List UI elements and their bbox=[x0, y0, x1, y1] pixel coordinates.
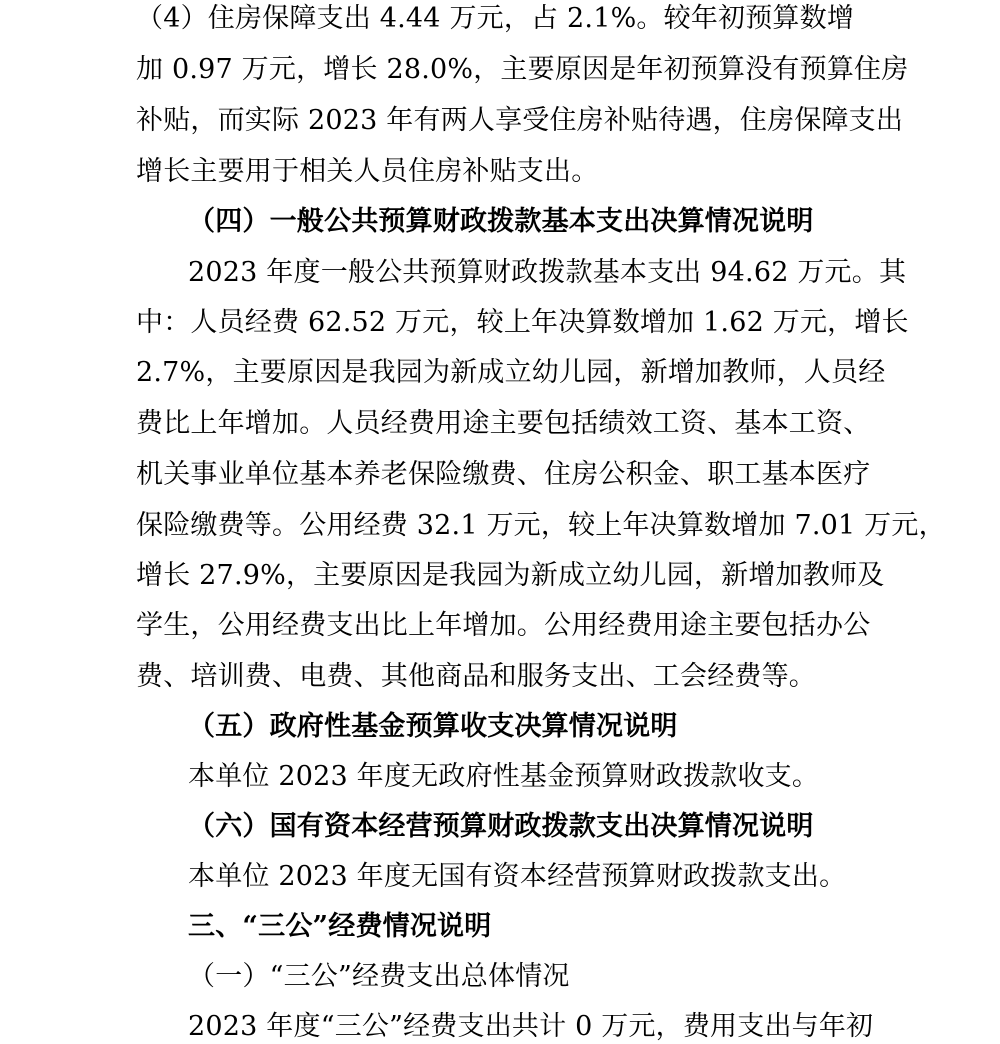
section-heading: （一）“三公”经费支出总体情况 bbox=[188, 961, 570, 992]
paragraph-line: 机关事业单位基本养老保险缴费、住房公积金、职工基本医疗 bbox=[136, 459, 871, 490]
paragraph-line: 加 0.97 万元，增长 28.0%，主要原因是年初预算没有预算住房 bbox=[136, 54, 909, 85]
section-heading: （五）政府性基金预算收支决算情况说明 bbox=[188, 711, 678, 742]
paragraph-line: 补贴，而实际 2023 年有两人享受住房补贴待遇，住房保障支出 bbox=[136, 105, 904, 136]
paragraph-line: 增长 27.9%，主要原因是我园为新成立幼儿园，新增加教师及 bbox=[136, 560, 885, 591]
paragraph-line: 中：人员经费 62.52 万元，较上年决算数增加 1.62 万元，增长 bbox=[136, 307, 909, 338]
paragraph-line: 2.7%，主要原因是我园为新成立幼儿园，新增加教师，人员经 bbox=[136, 357, 886, 388]
section-heading: （六）国有资本经营预算财政拨款支出决算情况说明 bbox=[188, 811, 814, 842]
paragraph-line: （4）住房保障支出 4.44 万元，占 2.1%。较年初预算数增 bbox=[136, 3, 855, 34]
paragraph-line: 保险缴费等。公用经费 32.1 万元，较上年决算数增加 7.01 万元， bbox=[136, 510, 946, 541]
paragraph-line: 2023 年度一般公共预算财政拨款基本支出 94.62 万元。其 bbox=[188, 257, 907, 288]
section-heading: （四）一般公共预算财政拨款基本支出决算情况说明 bbox=[188, 206, 814, 237]
paragraph-line: 2023 年度“三公”经费支出共计 0 万元，费用支出与年初 bbox=[188, 1011, 874, 1042]
paragraph-line: 费比上年增加。人员经费用途主要包括绩效工资、基本工资、 bbox=[136, 408, 871, 439]
paragraph-line: 增长主要用于相关人员住房补贴支出。 bbox=[136, 156, 599, 187]
chapter-heading: 三、“三公”经费情况说明 bbox=[188, 911, 492, 942]
paragraph-line: 本单位 2023 年度无国有资本经营预算财政拨款支出。 bbox=[188, 861, 847, 892]
paragraph-line: 本单位 2023 年度无政府性基金预算财政拨款收支。 bbox=[188, 761, 820, 792]
paragraph-line: 费、培训费、电费、其他商品和服务支出、工会经费等。 bbox=[136, 661, 816, 692]
paragraph-line: 学生，公用经费支出比上年增加。公用经费用途主要包括办公 bbox=[136, 610, 871, 641]
